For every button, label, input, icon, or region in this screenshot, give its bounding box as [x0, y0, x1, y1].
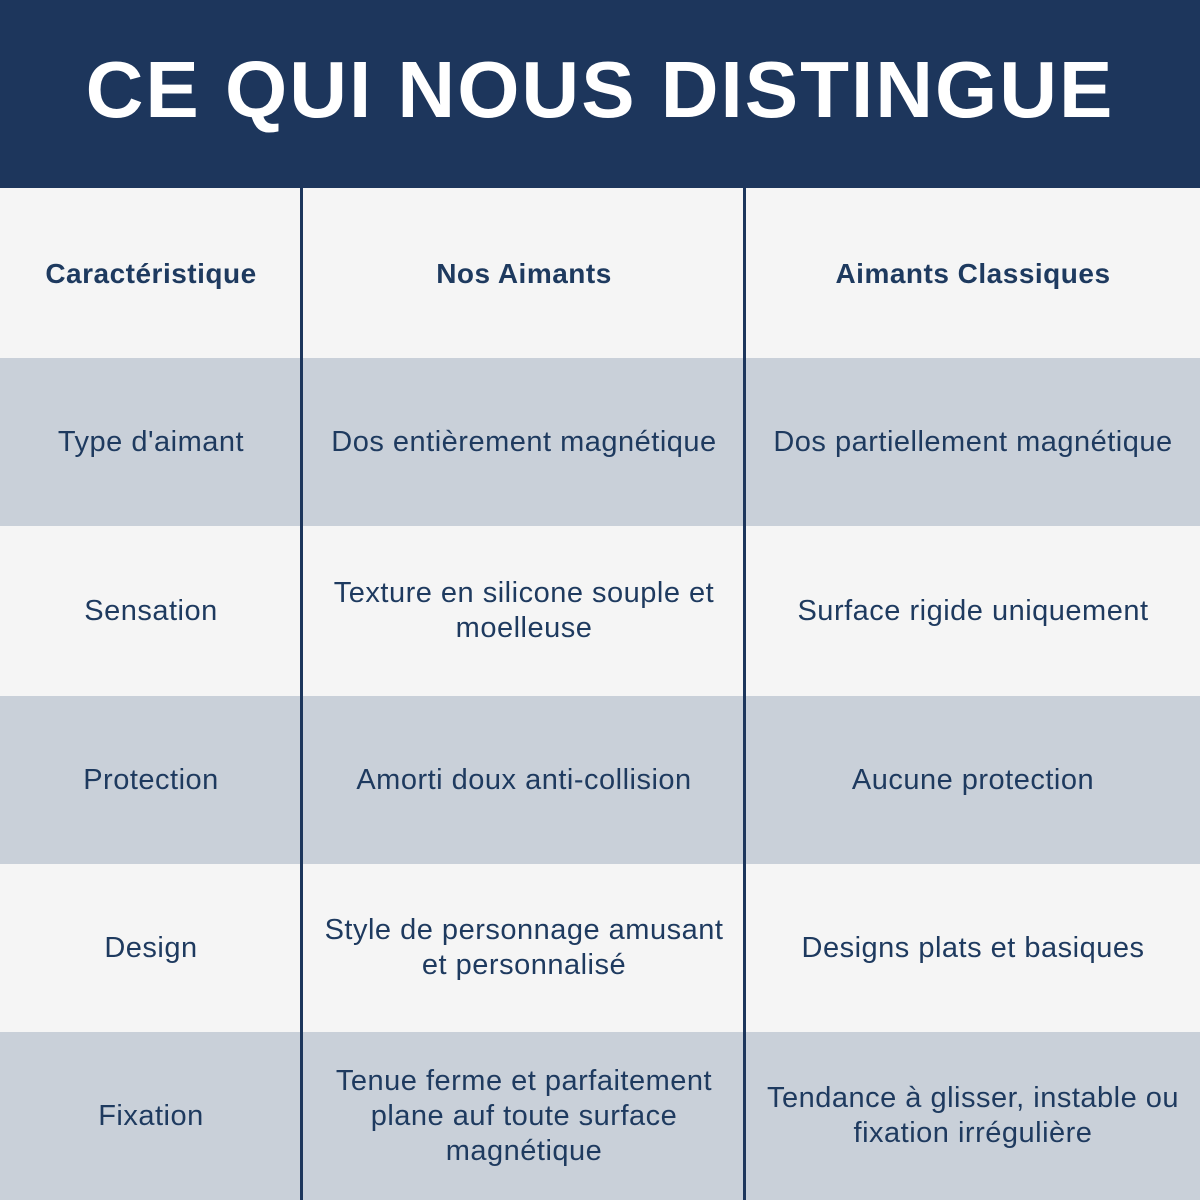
row-label: Type d'aimant — [57, 425, 245, 458]
column-divider — [743, 188, 746, 1200]
column-header-feature: Caractéristique — [45, 257, 257, 289]
column-header-classic: Aimants Classiques — [835, 257, 1111, 289]
page-title: CE QUI NOUS DISTINGUE — [85, 45, 1115, 134]
comparison-table — [0, 188, 1200, 1200]
column-divider — [300, 188, 303, 1200]
table-row — [0, 526, 1200, 696]
our-value: Dos entièrement magnétique — [331, 425, 717, 458]
row-label: Sensation — [84, 594, 218, 627]
column-header-ours: Nos Aimants — [436, 257, 612, 289]
our-value: Style de personnage amusant et personnalisé — [324, 914, 724, 981]
classic-value: Dos partiellement magnétique — [773, 425, 1173, 458]
classic-value: Aucune protection — [851, 763, 1095, 796]
header-banner — [0, 0, 1200, 188]
classic-value: Surface rigide uniquement — [797, 594, 1149, 627]
classic-value: Designs plats et basiques — [801, 931, 1145, 964]
table-header-row — [0, 188, 1200, 358]
classic-value: Tendance à glisser, instable ou fixation irrégulière — [766, 1082, 1180, 1149]
table-row — [0, 696, 1200, 864]
our-value: Amorti doux anti-collision — [356, 763, 692, 796]
row-label: Protection — [83, 763, 219, 796]
row-label: Fixation — [98, 1099, 204, 1132]
table-row — [0, 1032, 1200, 1200]
table-row — [0, 358, 1200, 526]
our-value: Tenue ferme et parfaitement plane auf toute surface magnétique — [335, 1064, 713, 1167]
table-row — [0, 864, 1200, 1032]
row-label: Design — [104, 931, 198, 964]
our-value: Texture en silicone souple et moelleuse — [333, 577, 715, 644]
